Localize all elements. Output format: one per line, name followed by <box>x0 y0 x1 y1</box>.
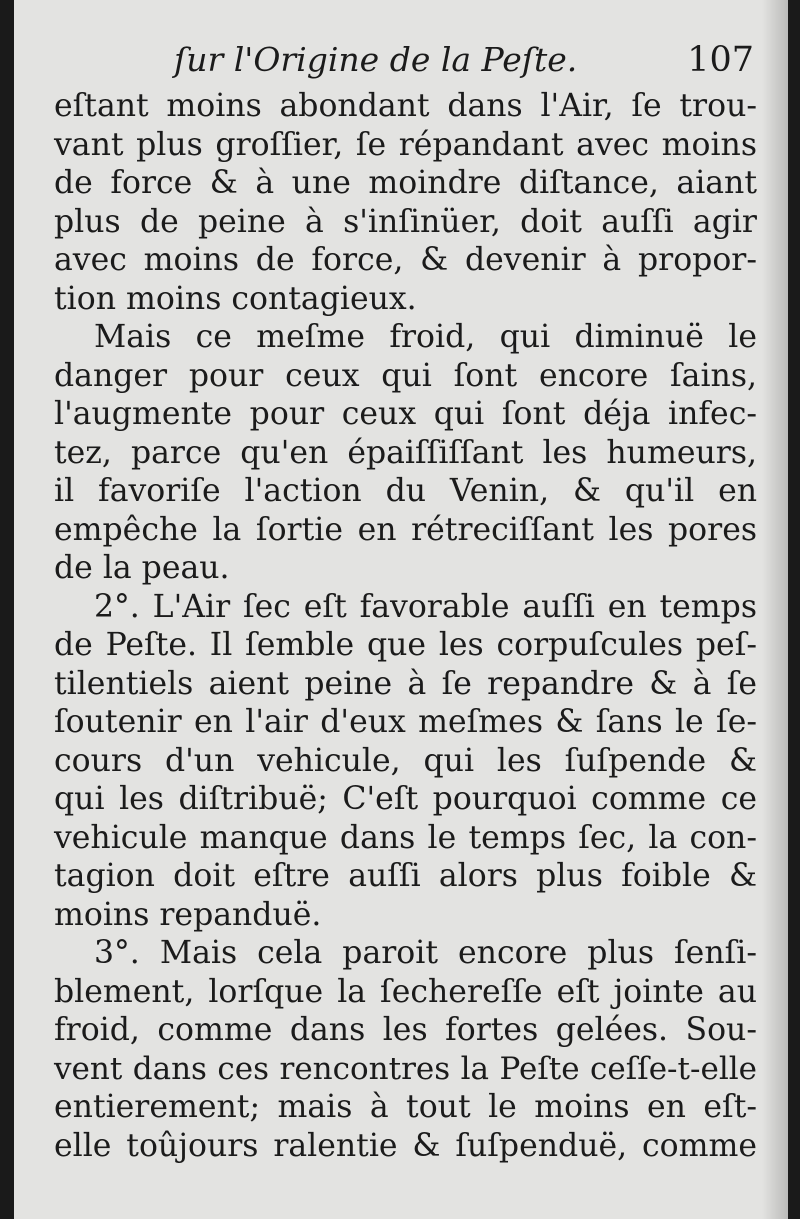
text-line: l'augmente pour ceux qui ſont déja infec- <box>54 396 757 432</box>
text-line: cours d'un vehicule, qui les ſuſpende & <box>54 742 757 779</box>
text-line: ſoutenir en l'air d'eux meſmes & ſans le ſe- <box>54 704 757 740</box>
text-line: vehicule manque dans le temps ſec, la con- <box>54 819 757 856</box>
text-line: de Peſte. Il ſemble que les corpuſcules peſ- <box>54 627 757 663</box>
book-page <box>14 0 788 1219</box>
text-line: de la peau. <box>54 550 230 586</box>
text-line: tagion doit eſtre auſſi alors plus foible & <box>54 858 757 894</box>
text-line: qui les diſtribuë; C'eſt pourquoi comme ce <box>54 781 757 817</box>
text-line: avec moins de force, & devenir à propor- <box>54 242 757 278</box>
text-line: eſtant moins abondant dans l'Air, ſe trou- <box>54 88 757 124</box>
text-line: entierement; mais à tout le moins en eſt- <box>54 1089 757 1125</box>
text-line: empêche la ſortie en rétreciſſant les pores <box>54 511 757 548</box>
text-line: blement, lorſque la ſechereſſe eſt jointe au <box>54 973 757 1010</box>
page-edge-shadow <box>762 0 788 1219</box>
text-line: vant plus groſſier, ſe répandant avec moins <box>54 126 757 163</box>
text-line: plus de peine à s'inſinüer, doit auſſi agir <box>54 203 757 240</box>
text-line: tez, parce qu'en épaiſſiſſant les humeurs, <box>54 434 757 471</box>
text-line: moins repanduë. <box>54 896 322 933</box>
body-text <box>54 87 757 1165</box>
text-line: vent dans ces rencontres la Peſte ceſſe-t-elle <box>54 1050 757 1087</box>
running-head: ſur l'Origine de la Peſte. <box>174 40 578 79</box>
text-line: danger pour ceux qui ſont encore ſains, <box>54 357 757 394</box>
page-header <box>14 40 788 88</box>
page-number: 107 <box>687 40 754 80</box>
text-line: froid, comme dans les fortes gelées. Sou- <box>54 1012 757 1048</box>
text-line: de force & à une moindre diſtance, aiant <box>54 165 757 201</box>
text-line: Mais ce meſme froid, qui diminuë le <box>94 319 757 355</box>
text-line: elle toûjours ralentie & ſuſpenduë, comme <box>54 1127 757 1164</box>
text-line: 3°. Mais cela paroit encore plus ſenſi- <box>94 935 757 971</box>
text-line: tion moins contagieux. <box>54 280 417 317</box>
text-line: il favoriſe l'action du Venin, & qu'il en <box>54 473 757 509</box>
text-line: 2°. L'Air ſec eſt favorable auſſi en temps <box>94 588 757 625</box>
text-line: tilentiels aient peine à ſe repandre & à ſe <box>54 665 757 702</box>
